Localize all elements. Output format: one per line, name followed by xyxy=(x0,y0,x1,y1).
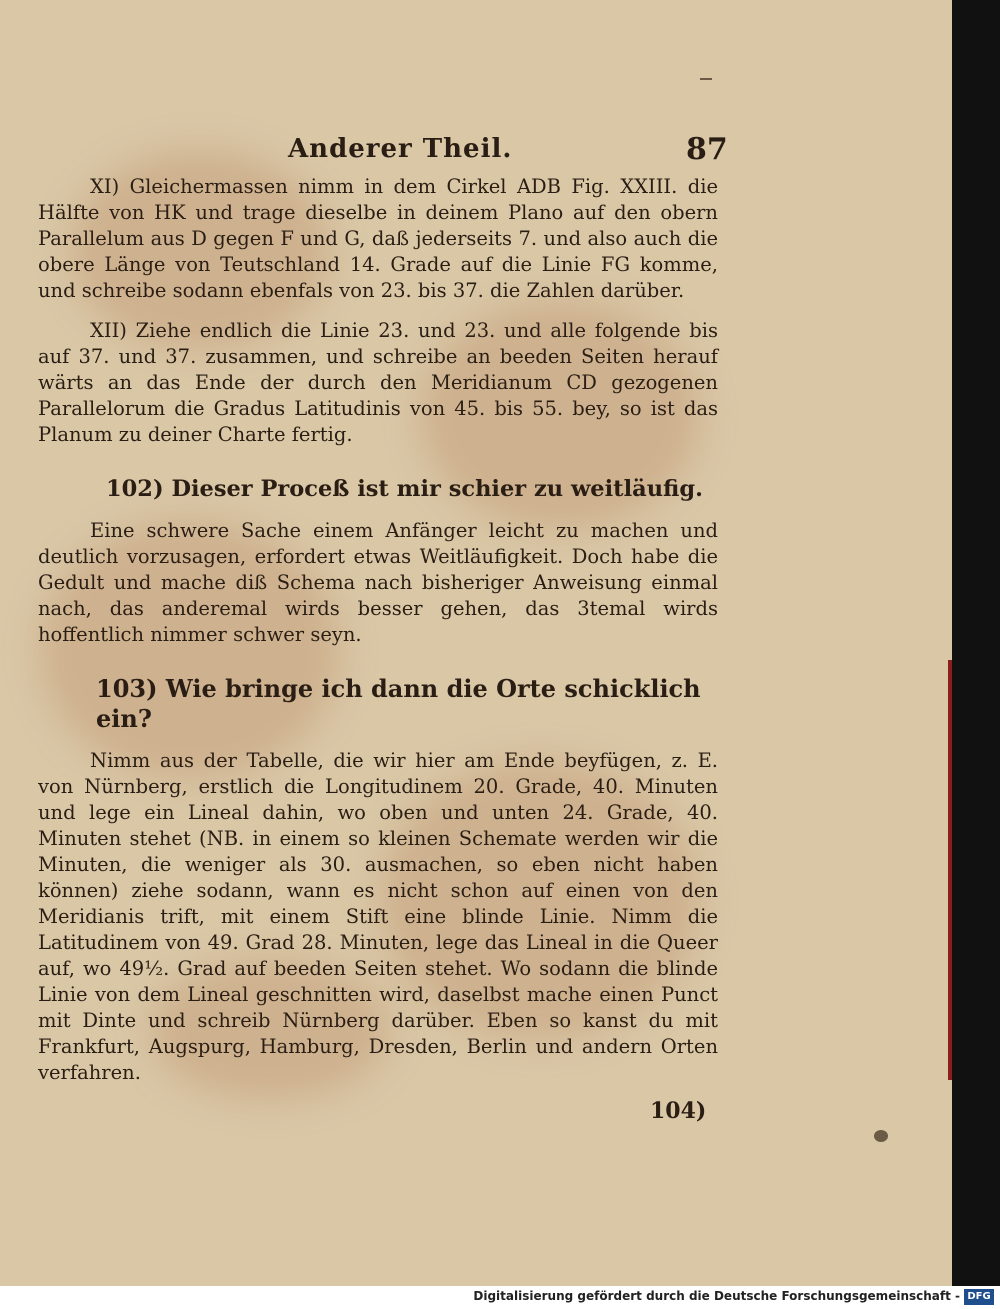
paragraph-xi xyxy=(38,174,718,304)
paragraph-xii xyxy=(38,318,718,448)
dfg-logo: DFG xyxy=(964,1289,994,1305)
page-text xyxy=(38,128,728,1086)
section-heading-102: 102) Dieser Proceß ist mir schier zu weitläufig. xyxy=(106,476,703,502)
section-heading-103: 103) Wie bringe ich dann die Orte schicklich ein? xyxy=(96,674,701,733)
print-mark xyxy=(700,78,712,80)
paragraph-102-text: Eine schwere Sache einem Anfänger leicht zu machen und deutlich vorzusagen, erfordert etwas Weitläufigkeit. Doch habe die Gedult und mache diß Schema nach bisheriger Anweisung einmal nach, das anderemal wirds besser gehen, das 3temal wirds hoffentlich nimmer schwer seyn. xyxy=(38,519,718,646)
paragraph-102 xyxy=(38,518,718,648)
paragraph-xii-text: XII) Ziehe endlich die Linie 23. und 23. und alle folgende bis auf 37. und 37. zusammen, und schreibe an beeden Seiten herauf wärts an das Ende der durch den Meridianum CD gezogenen Parallelorum die Gradus Latitudinis von 45. bis 55. bey, so ist das Planum zu deiner Charte fertig. xyxy=(38,319,718,446)
footer-bar xyxy=(0,1286,1000,1309)
paragraph-103 xyxy=(38,748,718,1086)
footer-credit: Digitalisierung gefördert durch die Deutsche Forschungsgemeinschaft - xyxy=(473,1289,960,1303)
running-head: Anderer Theil. xyxy=(288,134,513,164)
page-number: 87 xyxy=(686,132,728,167)
paragraph-xi-text: XI) Gleichermassen nimm in dem Cirkel ADB Fig. XXIII. die Hälfte von HK und trage dieselbe in deinem Plano auf den obern Parallelum aus D gegen F und G, daß jederseits 7. und also auch die obere Länge von Teutschland 14. Grade auf die Linie FG komme, und schreibe sodann ebenfals von 23. bis 37. die Zahlen darüber. xyxy=(38,175,718,302)
page-header xyxy=(38,128,728,174)
paragraph-103-text: Nimm aus der Tabelle, die wir hier am Ende beyfügen, z. E. von Nürnberg, erstlich die Longitudinem 20. Grade, 40. Minuten und lege ein Lineal dahin, wo oben und unten 24. Grade, 40. Minuten stehet (NB. in einem so kleinen Schemate werden wir die Minuten, die weniger als 30. ausmachen, so eben nicht haben können) ziehe sodann, wann es nicht schon auf einen von den Meridianis trift, mit einem Stift eine blinde Linie. Nimm die Latitudinem von 49. Grad 28. Minuten, lege das Lineal in die Queer auf, wo 49½. Grad auf beeden Seiten stehet. Wo sodann die blinde Linie von dem Lineal geschnitten wird, daselbst mache einen Punct mit Dinte und schreib Nürnberg darüber. Eben so kanst du mit Frankfurt, Augspurg, Hamburg, Dresden, Berlin und andern Orten verfahren. xyxy=(38,749,718,1084)
ink-blot xyxy=(874,1130,888,1142)
scan-background xyxy=(952,0,1000,1286)
catchword: 104) xyxy=(650,1098,707,1124)
